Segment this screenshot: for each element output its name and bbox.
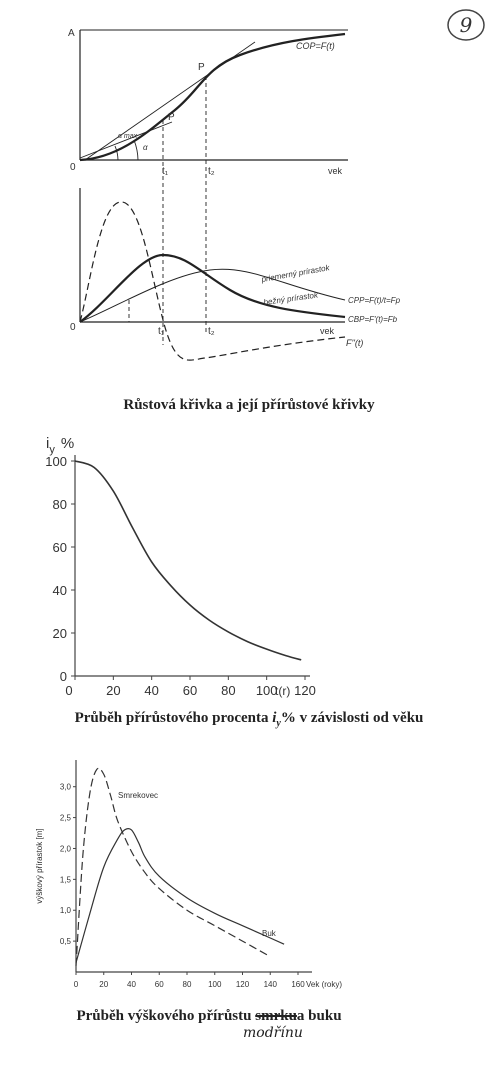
fig2-y-tick-label: 20 [52, 626, 67, 641]
fig3-label-smrekovec: Smrekovec [118, 791, 159, 800]
fig1-bottom-formula-cur: CBP=F'(t)=Fb [348, 315, 398, 324]
fig2-x-tick-label: 40 [144, 683, 159, 698]
fig2-x-unit: t(r) [275, 684, 291, 698]
fig2-caption-suffix: % v závislosti od věku [280, 710, 424, 726]
fig3-y-tick-label: 2,5 [59, 813, 71, 823]
fig1-top-origin: 0 [70, 162, 76, 173]
fig3-caption-after: a buku [296, 1008, 342, 1024]
fig1-top-point-p2: P [198, 62, 205, 73]
fig2-caption-prefix: Průběh přírůstového procenta [74, 710, 273, 726]
fig2-y-title-unit: % [60, 435, 75, 452]
fig3-y-tick-label: 2,0 [59, 844, 71, 854]
fig1-top-point-p1: P [168, 112, 175, 123]
fig2-y-tick-label: 100 [45, 454, 67, 469]
fig2-caption [0, 710, 498, 729]
fig3-caption [0, 1008, 458, 1025]
fig2-y-title-var: i [46, 435, 50, 452]
fig1-bottom-formula-avg: CPP=F(t)/t=Fp [348, 296, 401, 305]
fig1-top-y-label: A [68, 28, 75, 39]
fig3-x-tick-label: 140 [263, 980, 277, 989]
fig3-x-tick-label: 60 [154, 980, 164, 989]
fig2-y-tick-label: 80 [52, 497, 67, 512]
fig3-caption-text: Průběh výškového přírůstu [76, 1008, 256, 1024]
fig3-label-buk: Buk [262, 929, 276, 938]
fig3-y-tick-label: 3,0 [59, 782, 71, 792]
fig3-x-tick-label: 0 [73, 980, 79, 989]
fig2-caption-var: i [272, 710, 277, 726]
fig2-y-title [46, 435, 74, 456]
fig1-bottom-tick-t2: t₂ [208, 326, 215, 337]
fig3-x-tick-label: 120 [235, 980, 250, 989]
fig1-caption: Růstová křivka a její přírůstové křivky [123, 397, 375, 413]
fig3-y-tick-label: 0,5 [59, 937, 71, 947]
fig1-top-curve-label: COP=F(t) [296, 41, 335, 51]
fig1-bottom-second-derivative: F''(t) [346, 338, 364, 348]
fig1-top-tick-t2: t₂ [208, 166, 215, 177]
fig2-x-tick-label: 120 [294, 683, 316, 698]
fig2-x-tick-label: 20 [106, 683, 121, 698]
fig2-y-title-sub: y [49, 444, 55, 456]
fig3-y-tick-label: 1,0 [59, 906, 71, 916]
fig1-bottom-avg-label: priemerný prírastok [260, 263, 331, 284]
fig3-series-buk [76, 829, 284, 963]
fig2-y-tick-label: 40 [52, 583, 67, 598]
fig1-top-x-label: vek [328, 166, 343, 176]
fig1-bottom-cur-label: bežný prírastok [263, 290, 319, 307]
fig2-x-tick-label: 0 [65, 683, 73, 698]
fig1-top-tick-t1: t₁ [162, 166, 169, 177]
fig3-x-tick-label: 40 [127, 980, 136, 989]
fig3-x-tick-label: 80 [182, 980, 192, 989]
fig1-top-angle: α [143, 143, 148, 152]
fig3-x-tick-label: 100 [208, 980, 222, 989]
fig1-top-angle-max: α max [118, 133, 138, 140]
fig3-y-tick-label: 1,5 [59, 875, 71, 885]
fig3-x-tick-label: 160 [291, 980, 305, 989]
page-number: 9 [459, 13, 473, 37]
fig2-x-tick-label: 60 [182, 683, 198, 698]
fig3-x-tick-label: 20 [99, 980, 109, 989]
fig3-y-label: výškový přírastok [m] [35, 828, 44, 904]
fig2-x-tick-label: 80 [221, 683, 236, 698]
fig2-caption-sub: y [276, 718, 281, 729]
fig3-x-label: Vek (roky) [306, 980, 343, 989]
fig3-series-smrekovec [76, 768, 270, 966]
fig3-handwritten-correction: modřínu [243, 1025, 303, 1041]
fig2-y-tick-label: 60 [52, 540, 67, 555]
fig2-chart [45, 454, 316, 698]
fig3-caption-struck: smrku [255, 1008, 297, 1024]
fig3-chart [60, 760, 312, 989]
fig1-bottom-x-label: vek [320, 326, 335, 336]
fig1-bottom-tick-t1: t₁ [158, 326, 165, 337]
fig2-series-line [75, 461, 301, 660]
fig1-bottom-origin: 0 [70, 322, 76, 333]
fig2-x-tick-label: 100 [255, 683, 278, 698]
fig2-y-tick-label: 0 [59, 669, 67, 684]
